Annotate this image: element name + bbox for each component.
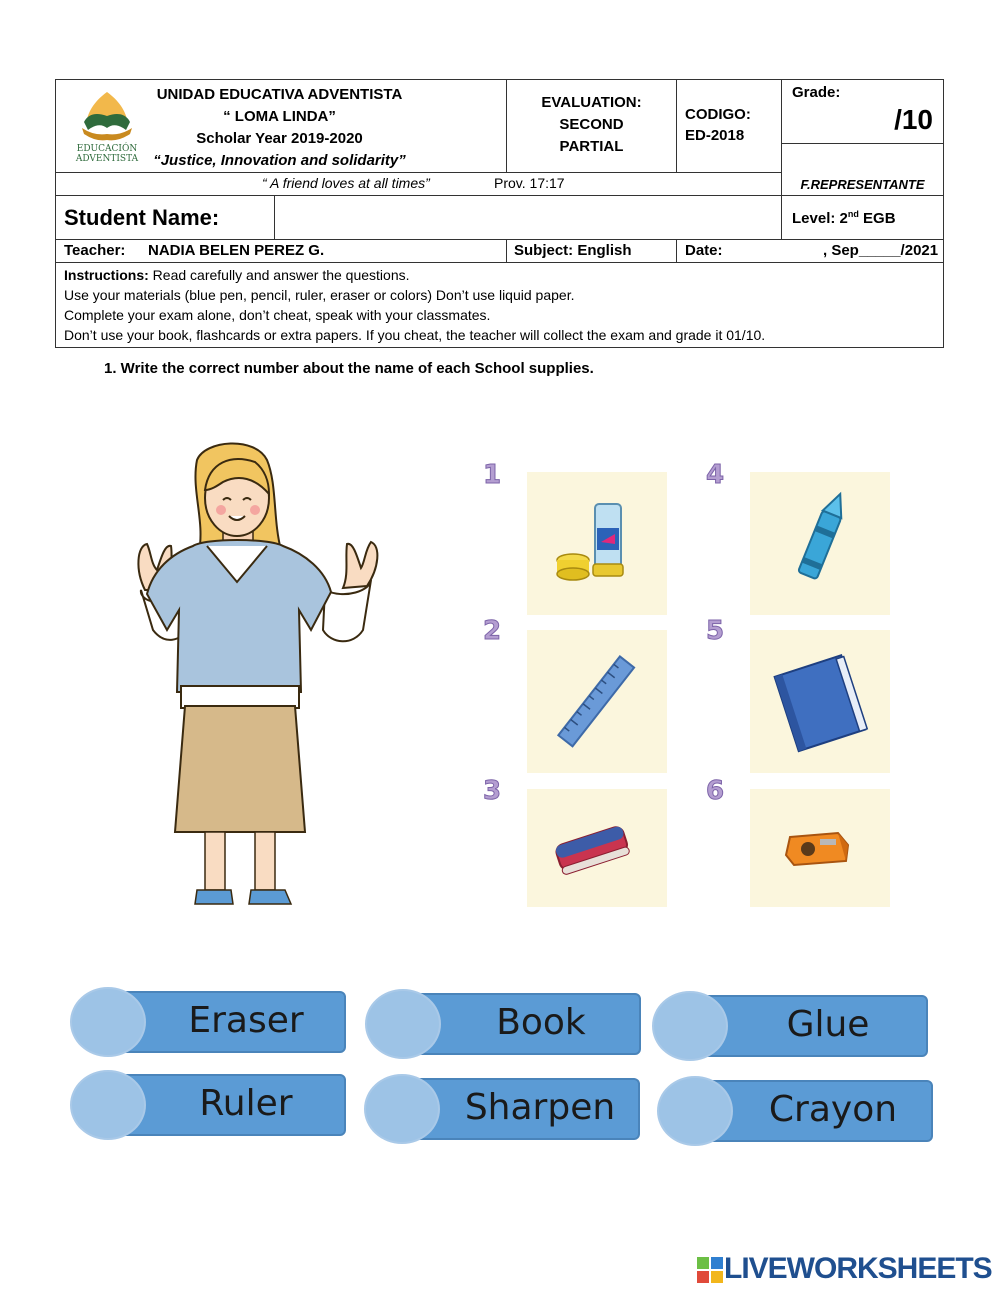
evaluation-partial-number: SECOND [559, 116, 624, 133]
crayon-icon [750, 472, 890, 615]
grade-label: Grade: [792, 84, 841, 101]
answer-number-slot[interactable] [70, 987, 146, 1057]
date-cell[interactable] [677, 240, 944, 263]
school-location: “ LOMA LINDA” [223, 108, 336, 125]
answer-number-slot[interactable] [652, 991, 728, 1061]
sharpener-icon [750, 789, 890, 907]
representante-signature-cell[interactable] [782, 144, 944, 196]
level-value: EGB [858, 209, 896, 227]
teacher-name: NADIA BELEN PEREZ G. [148, 242, 325, 259]
answer-number-slot[interactable] [364, 1074, 440, 1144]
ruler-picture [527, 630, 667, 773]
answer-number-slot[interactable] [657, 1076, 733, 1146]
level-cell [782, 196, 944, 240]
school-name: UNIDAD EDUCATIVA ADVENTISTA [156, 86, 403, 103]
instruction-2: Use your materials (blue pen, pencil, ruler, eraser or colors) Don’t use liquid paper. [64, 287, 575, 303]
teacher-cell [56, 240, 507, 263]
teacher-illustration-icon [135, 440, 385, 905]
grade-cell [782, 80, 944, 144]
answer-word: Sharpen [464, 1087, 616, 1128]
answer-word: Ruler [199, 1083, 293, 1124]
school-info-cell [56, 80, 507, 173]
adventist-logo-icon [74, 90, 140, 142]
answer-eraser[interactable] [70, 989, 348, 1051]
school-motto: “Justice, Innovation and solidarity” [153, 152, 406, 169]
instruction-1: Read carefully and answer the questions. [148, 267, 410, 283]
student-name-field[interactable] [275, 196, 782, 240]
question-text: 1. Write the correct number about the name of each School supplies. [104, 360, 594, 377]
answer-book[interactable] [365, 991, 643, 1053]
verse-reference: Prov. 17:17 [494, 175, 565, 191]
answer-sharpen[interactable] [364, 1076, 642, 1138]
evaluation-partial-word: PARTIAL [559, 138, 624, 155]
instructions-cell [56, 263, 944, 348]
liveworksheets-brand: LIVEWORKSHEETS [724, 1252, 992, 1285]
teacher-label: Teacher: [64, 242, 126, 259]
supply-number-3: 3 [483, 776, 502, 806]
supply-number-4: 4 [706, 460, 725, 490]
school-year: Scholar Year 2019-2020 [196, 130, 363, 147]
crayon-picture [750, 472, 890, 615]
answer-word: Glue [786, 1004, 870, 1045]
codigo-value: ED-2018 [685, 127, 745, 144]
answer-number-slot[interactable] [365, 989, 441, 1059]
verse-text: “ A friend loves at all times” [262, 175, 430, 191]
evaluation-label: EVALUATION: [541, 94, 642, 111]
liveworksheets-logo-icon [697, 1257, 723, 1283]
student-name-label-cell [56, 196, 275, 240]
answer-ruler[interactable] [70, 1072, 348, 1134]
answer-crayon[interactable] [657, 1078, 935, 1140]
answer-word: Crayon [768, 1089, 898, 1130]
glue-stick-picture [527, 472, 667, 615]
date-value: , Sep_____/2021 [823, 242, 939, 259]
level-superscript: nd [847, 208, 859, 219]
student-name-label: Student Name: [64, 204, 220, 230]
answer-number-slot[interactable] [70, 1070, 146, 1140]
codigo-cell [677, 80, 782, 173]
grade-value[interactable]: /10 [894, 104, 933, 135]
answer-glue[interactable] [652, 993, 930, 1055]
date-label: Date: [685, 242, 723, 259]
supply-number-1: 1 [483, 460, 502, 490]
ruler-icon [527, 630, 667, 773]
answer-word: Book [496, 1002, 586, 1043]
eraser-picture [527, 789, 667, 907]
subject-cell [507, 240, 677, 263]
answer-word: Eraser [188, 1000, 304, 1041]
evaluation-cell [507, 80, 677, 173]
verse-cell [56, 173, 782, 196]
exam-header [55, 79, 944, 348]
sharpener-picture [750, 789, 890, 907]
eraser-icon [527, 789, 667, 907]
representante-label: F.REPRESENTANTE [800, 177, 925, 192]
book-icon [750, 630, 890, 773]
instructions-label: Instructions: [64, 267, 149, 283]
instruction-3: Complete your exam alone, don’t cheat, speak with your classmates. [64, 307, 491, 323]
logo-text-2: ADVENTISTA [75, 154, 139, 164]
supply-number-2: 2 [483, 616, 502, 646]
glue-stick-icon [527, 472, 667, 615]
supply-number-5: 5 [706, 616, 725, 646]
book-picture [750, 630, 890, 773]
subject-text: Subject: English [514, 242, 632, 259]
instruction-4: Don’t use your book, flashcards or extra papers. If you cheat, the teacher will collect the exam and grade it 01/10. [64, 327, 766, 343]
level-label: Level: 2 [792, 209, 848, 227]
codigo-label: CODIGO: [685, 106, 751, 123]
supply-number-6: 6 [706, 776, 725, 806]
logo-text-1: EDUCACIÓN [76, 144, 138, 154]
